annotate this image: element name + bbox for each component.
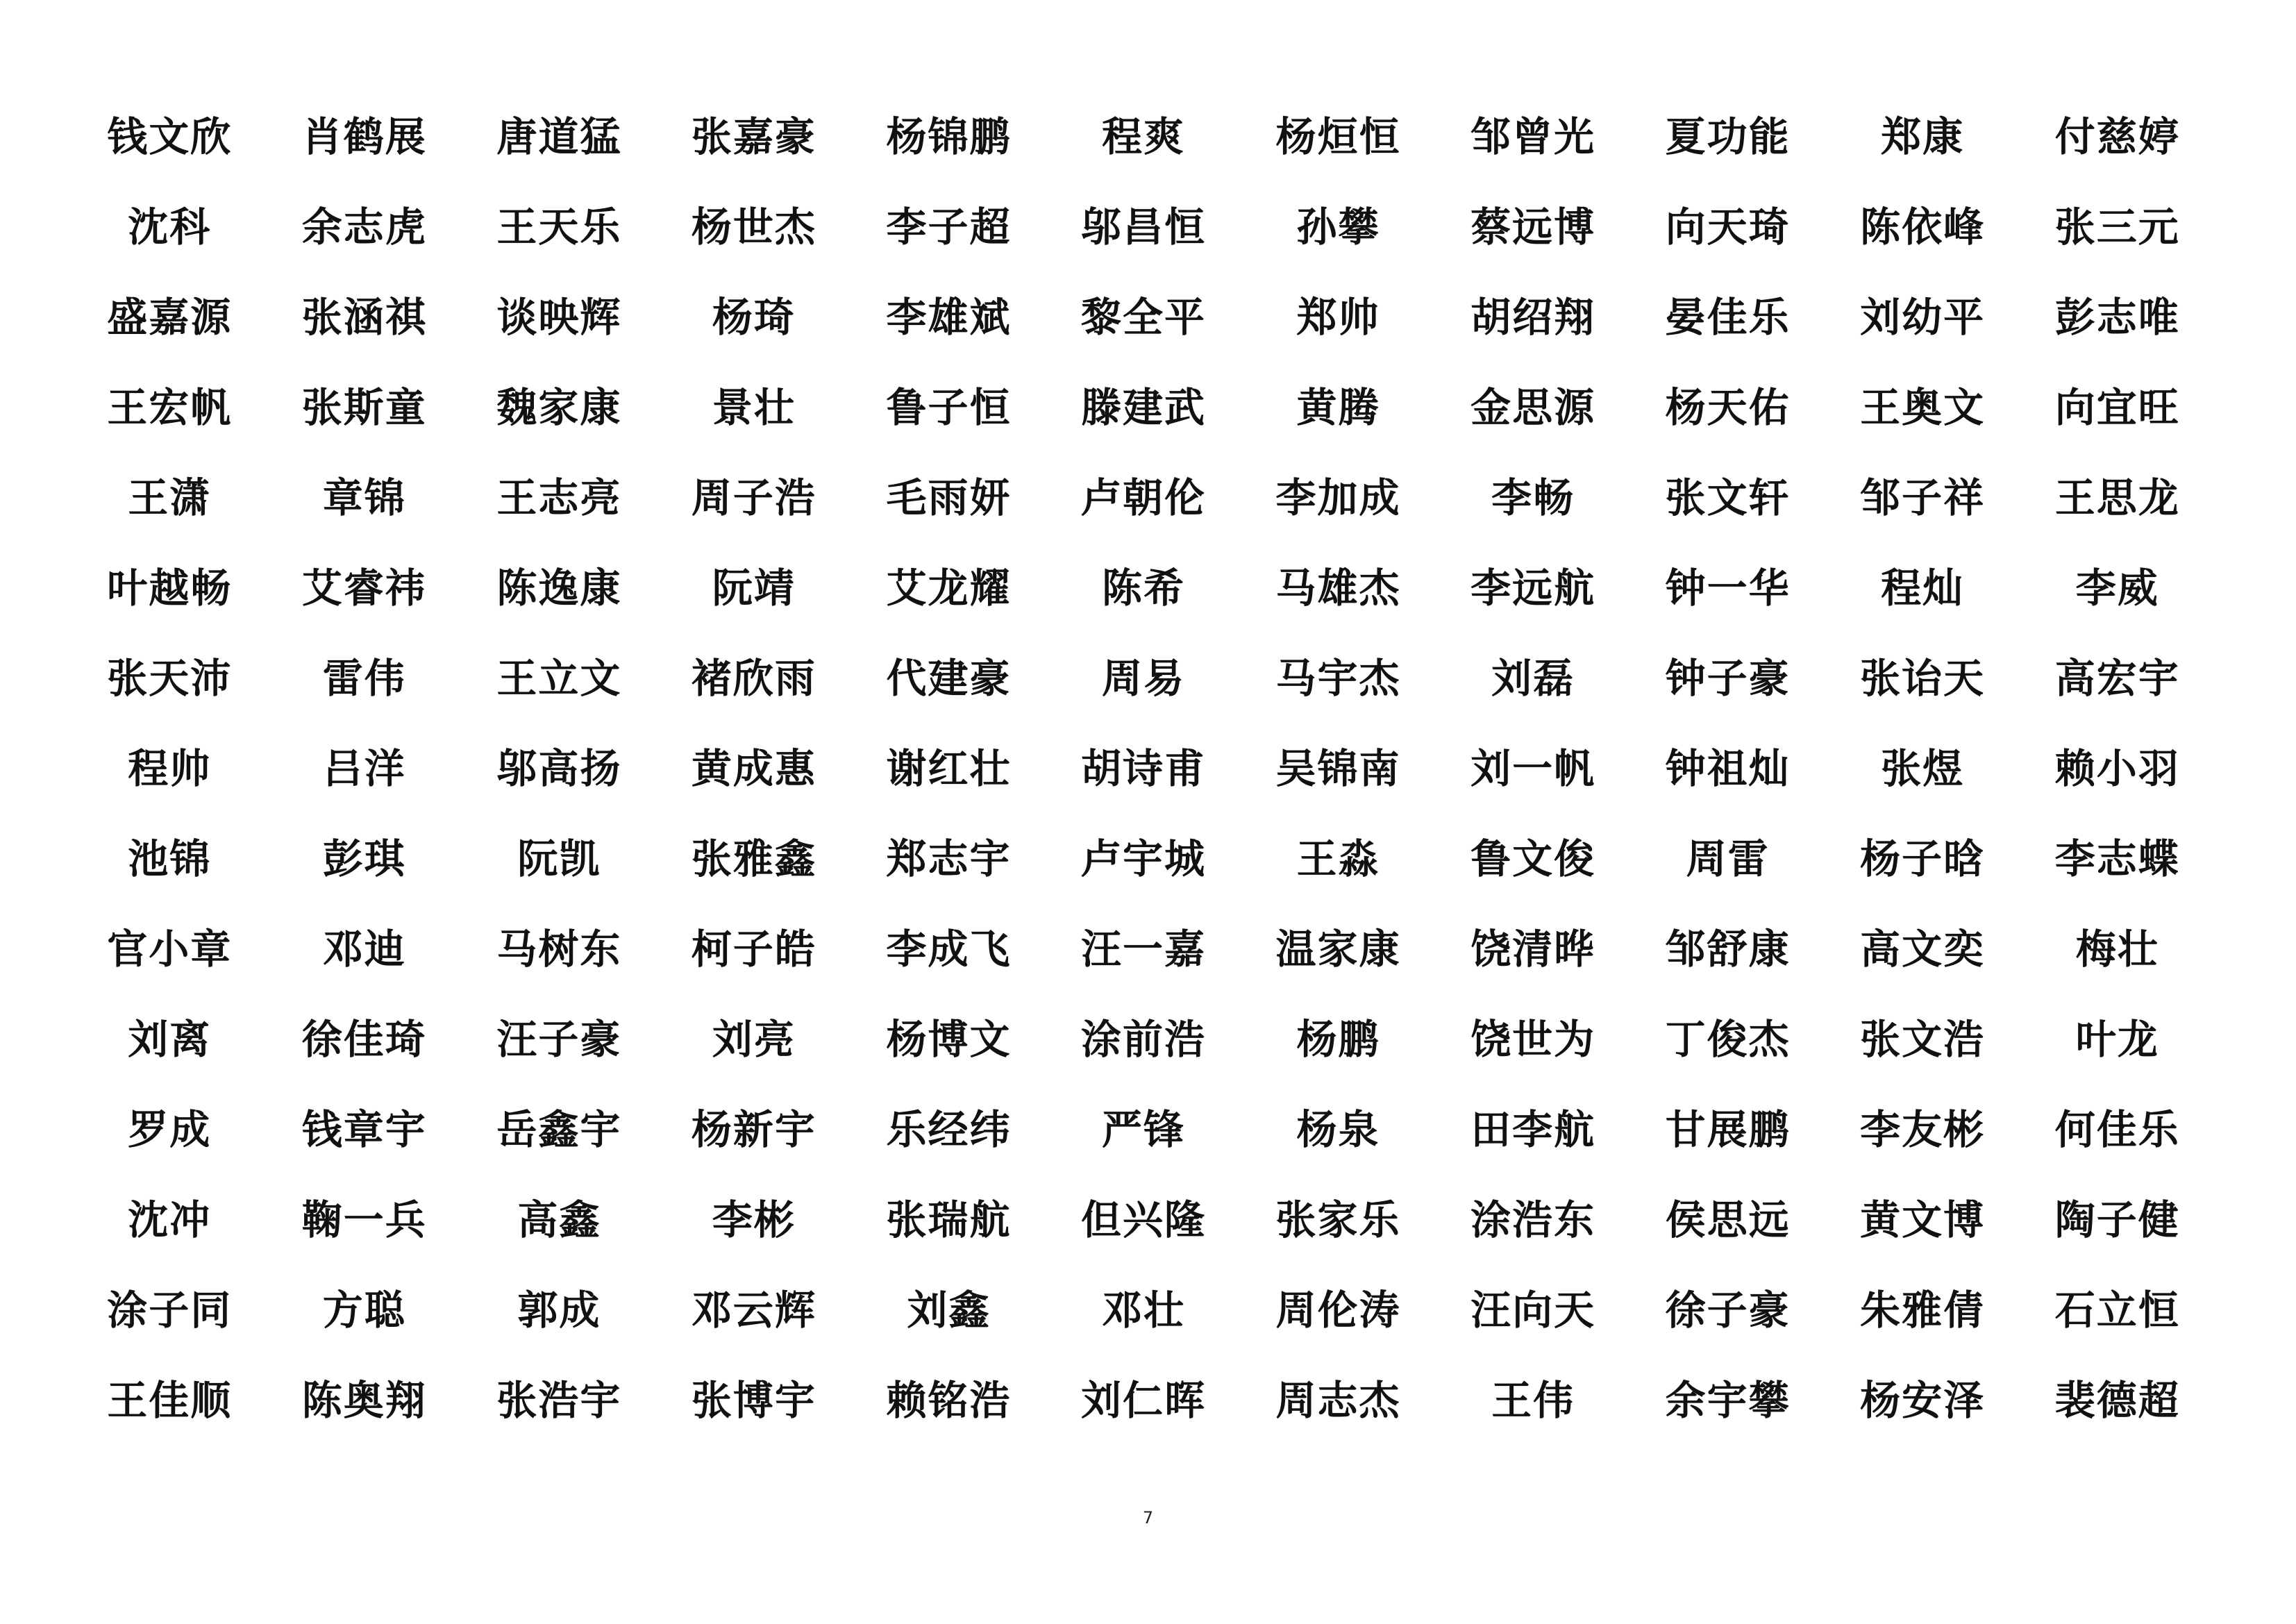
- name-cell: 胡绍翔: [1470, 294, 1596, 341]
- name-cell: 朱雅倩: [1860, 1287, 1986, 1334]
- name-cell: 杨新宇: [691, 1106, 816, 1153]
- name-cell: 高宏宇: [2054, 655, 2180, 702]
- name-cell: 毛雨妍: [886, 474, 1012, 521]
- name-cell: 乐经纬: [886, 1106, 1012, 1153]
- name-cell: 谈映辉: [496, 294, 622, 341]
- name-cell: 梅壮: [2075, 926, 2159, 973]
- name-cell: 陈希: [1101, 564, 1185, 612]
- name-cell: 余志虎: [301, 203, 427, 251]
- name-cell: 刘鑫: [907, 1287, 991, 1334]
- name-cell: 李友彬: [1860, 1106, 1986, 1153]
- name-cell: 叶龙: [2075, 1016, 2159, 1063]
- name-cell: 侯思远: [1665, 1196, 1791, 1244]
- name-cell: 李子超: [886, 203, 1012, 251]
- name-cell: 赖小羽: [2054, 745, 2180, 792]
- name-cell: 周子浩: [691, 474, 816, 521]
- name-cell: 杨锦鹏: [886, 113, 1012, 160]
- name-cell: 邹舒康: [1665, 926, 1791, 973]
- name-cell: 阮凯: [517, 835, 601, 882]
- name-cell: 艾睿祎: [301, 564, 427, 612]
- name-cell: 汪子豪: [496, 1016, 622, 1063]
- name-cell: 何佳乐: [2054, 1106, 2180, 1153]
- name-cell: 甘展鹏: [1665, 1106, 1791, 1153]
- name-cell: 向天琦: [1665, 203, 1791, 251]
- name-cell: 杨博文: [886, 1016, 1012, 1063]
- name-cell: 王潇: [128, 474, 212, 521]
- name-cell: 刘磊: [1491, 655, 1575, 702]
- name-cell: 李成飞: [886, 926, 1012, 973]
- name-cell: 张文浩: [1860, 1016, 1986, 1063]
- name-cell: 邓云辉: [691, 1287, 816, 1334]
- name-cell: 艾龙耀: [886, 564, 1012, 612]
- name-cell: 石立恒: [2054, 1287, 2180, 1334]
- name-cell: 周伦涛: [1275, 1287, 1401, 1334]
- name-cell: 王思龙: [2054, 474, 2180, 521]
- name-cell: 沈冲: [128, 1196, 212, 1244]
- name-cell: 唐道猛: [496, 113, 622, 160]
- name-cell: 张雅鑫: [691, 835, 816, 882]
- page-number: 7: [1142, 1508, 1154, 1527]
- name-cell: 张斯童: [301, 384, 427, 431]
- name-cell: 钟祖灿: [1665, 745, 1791, 792]
- name-cell: 涂浩东: [1470, 1196, 1596, 1244]
- name-cell: 汪一嘉: [1080, 926, 1206, 973]
- name-cell: 周雷: [1686, 835, 1770, 882]
- name-cell: 金思源: [1470, 384, 1596, 431]
- name-cell: 饶清晔: [1470, 926, 1596, 973]
- name-cell: 王志亮: [496, 474, 622, 521]
- name-cell: 徐佳琦: [301, 1016, 427, 1063]
- name-cell: 李志蝶: [2054, 835, 2180, 882]
- name-cell: 方聪: [322, 1287, 406, 1334]
- name-cell: 高鑫: [517, 1196, 601, 1244]
- name-cell: 刘亮: [712, 1016, 796, 1063]
- name-cell: 黄文博: [1860, 1196, 1986, 1244]
- name-cell: 程爽: [1101, 113, 1185, 160]
- name-cell: 盛嘉源: [107, 294, 233, 341]
- name-cell: 杨安泽: [1860, 1377, 1986, 1424]
- name-cell: 岳鑫宇: [496, 1106, 622, 1153]
- name-cell: 邓壮: [1101, 1287, 1185, 1334]
- name-cell: 向宜旺: [2054, 384, 2180, 431]
- name-cell: 涂子同: [107, 1287, 233, 1334]
- name-cell: 张文轩: [1665, 474, 1791, 521]
- name-cell: 郭成: [517, 1287, 601, 1334]
- name-cell: 魏家康: [496, 384, 622, 431]
- name-cell: 张嘉豪: [691, 113, 816, 160]
- name-cell: 郑帅: [1296, 294, 1380, 341]
- name-cell: 刘仁晖: [1080, 1377, 1206, 1424]
- name-cell: 王宏帆: [107, 384, 233, 431]
- name-cell: 杨鹏: [1296, 1016, 1380, 1063]
- name-cell: 钱章宇: [301, 1106, 427, 1153]
- name-cell: 杨烜恒: [1275, 113, 1401, 160]
- name-cell: 官小章: [107, 926, 233, 973]
- name-cell: 付慈婷: [2054, 113, 2180, 160]
- name-cell: 王奥文: [1860, 384, 1986, 431]
- name-cell: 黄腾: [1296, 384, 1380, 431]
- name-cell: 刘幼平: [1860, 294, 1986, 341]
- name-cell: 陈逸康: [496, 564, 622, 612]
- name-cell: 张三元: [2054, 203, 2180, 251]
- name-cell: 张涵祺: [301, 294, 427, 341]
- name-cell: 田李航: [1470, 1106, 1596, 1153]
- name-cell: 李加成: [1275, 474, 1401, 521]
- name-cell: 李彬: [712, 1196, 796, 1244]
- name-cell: 章锦: [322, 474, 406, 521]
- name-cell: 张浩宇: [496, 1377, 622, 1424]
- name-cell: 饶世为: [1470, 1016, 1596, 1063]
- name-cell: 程灿: [1881, 564, 1965, 612]
- name-cell: 涂前浩: [1080, 1016, 1206, 1063]
- name-cell: 吴锦南: [1275, 745, 1401, 792]
- name-cell: 严锋: [1101, 1106, 1185, 1153]
- name-cell: 杨琦: [712, 294, 796, 341]
- name-cell: 陈依峰: [1860, 203, 1986, 251]
- name-cell: 邓迪: [322, 926, 406, 973]
- name-cell: 杨世杰: [691, 203, 816, 251]
- name-cell: 郑康: [1881, 113, 1965, 160]
- name-cell: 刘一帆: [1470, 745, 1596, 792]
- name-cell: 徐子豪: [1665, 1287, 1791, 1334]
- name-cell: 卢朝伦: [1080, 474, 1206, 521]
- name-cell: 马雄杰: [1275, 564, 1401, 612]
- name-cell: 李雄斌: [886, 294, 1012, 341]
- name-cell: 王天乐: [496, 203, 622, 251]
- name-cell: 鞠一兵: [301, 1196, 427, 1244]
- name-cell: 晏佳乐: [1665, 294, 1791, 341]
- name-cell: 吕洋: [322, 745, 406, 792]
- name-cell: 邬昌恒: [1080, 203, 1206, 251]
- name-cell: 邬高扬: [496, 745, 622, 792]
- name-cell: 彭志唯: [2054, 294, 2180, 341]
- name-cell: 邹子祥: [1860, 474, 1986, 521]
- name-cell: 王立文: [496, 655, 622, 702]
- name-cell: 彭琪: [322, 835, 406, 882]
- name-cell: 丁俊杰: [1665, 1016, 1791, 1063]
- name-cell: 罗成: [128, 1106, 212, 1153]
- name-cell: 阮靖: [712, 564, 796, 612]
- name-cell: 钟一华: [1665, 564, 1791, 612]
- name-cell: 张瑞航: [886, 1196, 1012, 1244]
- name-cell: 陶子健: [2054, 1196, 2180, 1244]
- name-cell: 胡诗甫: [1080, 745, 1206, 792]
- name-cell: 钟子豪: [1665, 655, 1791, 702]
- name-cell: 王佳顺: [107, 1377, 233, 1424]
- name-cell: 黎全平: [1080, 294, 1206, 341]
- name-cell: 杨子晗: [1860, 835, 1986, 882]
- name-cell: 张煜: [1881, 745, 1965, 792]
- name-cell: 鲁文俊: [1470, 835, 1596, 882]
- name-cell: 陈奥翔: [301, 1377, 427, 1424]
- name-cell: 黄成惠: [691, 745, 816, 792]
- name-cell: 马树东: [496, 926, 622, 973]
- name-cell: 程帅: [128, 745, 212, 792]
- name-cell: 李畅: [1491, 474, 1575, 521]
- name-cell: 邹曾光: [1470, 113, 1596, 160]
- name-cell: 裴德超: [2054, 1377, 2180, 1424]
- name-cell: 叶越畅: [107, 564, 233, 612]
- name-cell: 郑志宇: [886, 835, 1012, 882]
- name-cell: 温家康: [1275, 926, 1401, 973]
- name-cell: 谢红壮: [886, 745, 1012, 792]
- name-cell: 周志杰: [1275, 1377, 1401, 1424]
- names-grid: [72, 92, 2215, 1446]
- name-cell: 杨天佑: [1665, 384, 1791, 431]
- name-cell: 王淼: [1296, 835, 1380, 882]
- name-cell: 李威: [2075, 564, 2159, 612]
- name-cell: 滕建武: [1080, 384, 1206, 431]
- name-cell: 周易: [1101, 655, 1185, 702]
- name-cell: 鲁子恒: [886, 384, 1012, 431]
- name-cell: 柯子皓: [691, 926, 816, 973]
- name-cell: 汪向天: [1470, 1287, 1596, 1334]
- name-cell: 孙攀: [1296, 203, 1380, 251]
- name-cell: 张家乐: [1275, 1196, 1401, 1244]
- name-cell: 夏功能: [1665, 113, 1791, 160]
- name-cell: 蔡远博: [1470, 203, 1596, 251]
- name-cell: 肖鹤展: [301, 113, 427, 160]
- name-cell: 钱文欣: [107, 113, 233, 160]
- name-cell: 褚欣雨: [691, 655, 816, 702]
- name-cell: 雷伟: [322, 655, 406, 702]
- name-cell: 但兴隆: [1080, 1196, 1206, 1244]
- name-cell: 景壮: [712, 384, 796, 431]
- name-cell: 李远航: [1470, 564, 1596, 612]
- name-cell: 王伟: [1491, 1377, 1575, 1424]
- name-cell: 余宇攀: [1665, 1377, 1791, 1424]
- name-cell: 马宇杰: [1275, 655, 1401, 702]
- name-cell: 卢宇城: [1080, 835, 1206, 882]
- name-cell: 杨泉: [1296, 1106, 1380, 1153]
- name-cell: 刘离: [128, 1016, 212, 1063]
- name-cell: 张天沛: [107, 655, 233, 702]
- name-cell: 沈科: [128, 203, 212, 251]
- name-cell: 张诒天: [1860, 655, 1986, 702]
- name-cell: 赖铭浩: [886, 1377, 1012, 1424]
- name-cell: 池锦: [128, 835, 212, 882]
- name-cell: 代建豪: [886, 655, 1012, 702]
- name-cell: 张博宇: [691, 1377, 816, 1424]
- name-cell: 高文奕: [1860, 926, 1986, 973]
